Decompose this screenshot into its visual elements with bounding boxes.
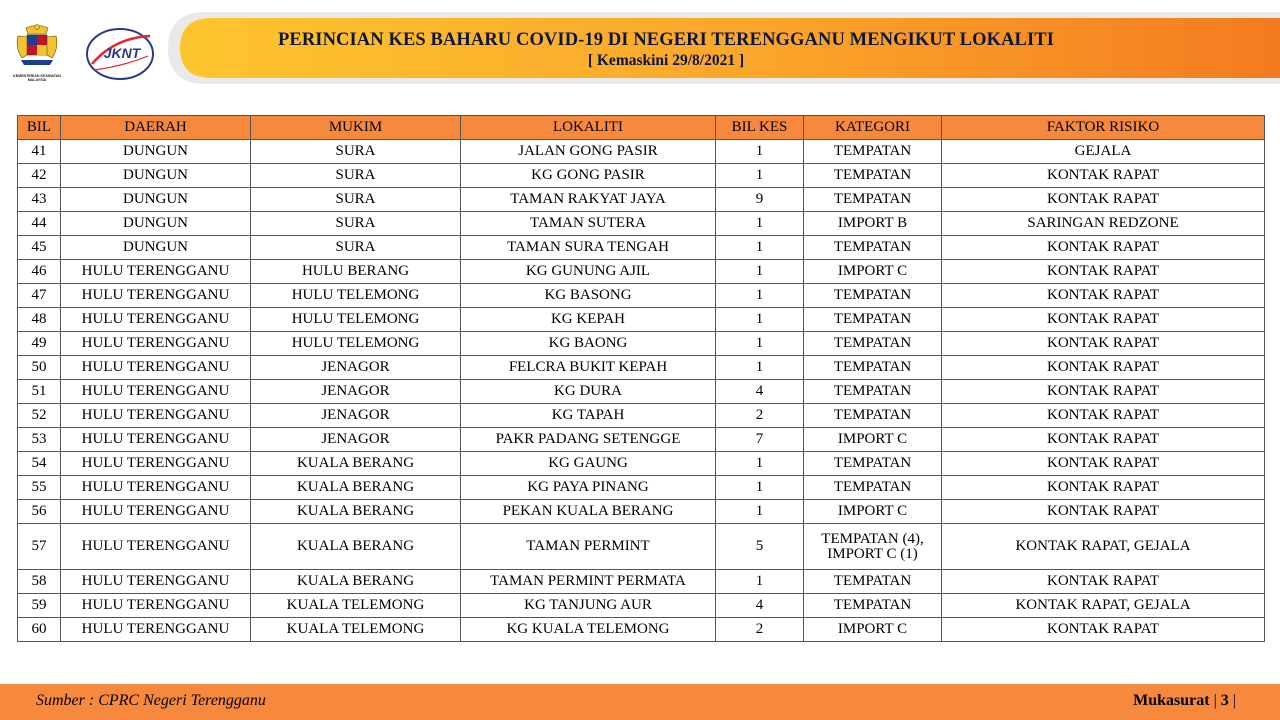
header-logos (12, 20, 162, 90)
cell-bil: 59 (18, 594, 61, 618)
cell-mukim: KUALA TELEMONG (251, 618, 461, 642)
cell-bil: 56 (18, 500, 61, 524)
cell-bil-kes: 5 (716, 524, 804, 570)
cell-lokaliti: KG GUNUNG AJIL (461, 260, 716, 284)
table-row (18, 140, 1265, 164)
cell-faktor-risiko: KONTAK RAPAT (942, 570, 1265, 594)
cell-kategori: IMPORT C (804, 500, 942, 524)
table-row (18, 500, 1265, 524)
source-note: Sumber : CPRC Negeri Terengganu (36, 692, 266, 709)
cell-faktor-risiko: KONTAK RAPAT (942, 618, 1265, 642)
cell-bil: 45 (18, 236, 61, 260)
cell-kategori: IMPORT B (804, 212, 942, 236)
moh-crest-logo (12, 22, 72, 88)
cell-kategori: IMPORT C (804, 428, 942, 452)
cell-kategori: TEMPATAN (804, 188, 942, 212)
cell-lokaliti: KG TAPAH (461, 404, 716, 428)
cell-bil-kes: 4 (716, 380, 804, 404)
cell-bil: 51 (18, 380, 61, 404)
col-header-mukim: MUKIM (251, 116, 461, 140)
cell-lokaliti: TAMAN RAKYAT JAYA (461, 188, 716, 212)
cell-daerah: HULU TERENGGANU (61, 284, 251, 308)
cell-faktor-risiko: KONTAK RAPAT (942, 308, 1265, 332)
table-row (18, 356, 1265, 380)
footer-bar (0, 684, 1280, 720)
cell-kategori: TEMPATAN (804, 332, 942, 356)
cell-bil-kes: 4 (716, 594, 804, 618)
cell-bil-kes: 9 (716, 188, 804, 212)
jknt-logo (84, 26, 160, 82)
cell-bil: 50 (18, 356, 61, 380)
cell-bil: 44 (18, 212, 61, 236)
cell-lokaliti: KG DURA (461, 380, 716, 404)
table-row (18, 212, 1265, 236)
table-row (18, 332, 1265, 356)
cell-bil: 60 (18, 618, 61, 642)
cell-kategori: TEMPATAN (804, 356, 942, 380)
cell-faktor-risiko: KONTAK RAPAT (942, 236, 1265, 260)
cell-faktor-risiko: KONTAK RAPAT (942, 356, 1265, 380)
table-body (18, 140, 1265, 642)
cell-bil: 49 (18, 332, 61, 356)
cell-bil-kes: 7 (716, 428, 804, 452)
cell-daerah: HULU TERENGGANU (61, 452, 251, 476)
table-row (18, 308, 1265, 332)
table-row (18, 428, 1265, 452)
cell-bil-kes: 1 (716, 332, 804, 356)
cell-bil-kes: 1 (716, 260, 804, 284)
cell-daerah: DUNGUN (61, 140, 251, 164)
cell-lokaliti: KG PAYA PINANG (461, 476, 716, 500)
table-row (18, 476, 1265, 500)
cell-daerah: DUNGUN (61, 236, 251, 260)
cell-faktor-risiko: KONTAK RAPAT (942, 260, 1265, 284)
cell-lokaliti: PAKR PADANG SETENGGE (461, 428, 716, 452)
cell-mukim: KUALA BERANG (251, 476, 461, 500)
table-row (18, 594, 1265, 618)
cell-lokaliti: TAMAN SURA TENGAH (461, 236, 716, 260)
cell-daerah: DUNGUN (61, 212, 251, 236)
cell-bil: 48 (18, 308, 61, 332)
cell-bil-kes: 1 (716, 212, 804, 236)
cell-bil-kes: 1 (716, 140, 804, 164)
cell-lokaliti: KG KEPAH (461, 308, 716, 332)
cell-faktor-risiko: GEJALA (942, 140, 1265, 164)
cell-mukim: KUALA TELEMONG (251, 594, 461, 618)
cell-faktor-risiko: KONTAK RAPAT (942, 380, 1265, 404)
page-indicator (1133, 692, 1236, 710)
cell-daerah: HULU TERENGGANU (61, 524, 251, 570)
cell-bil: 41 (18, 140, 61, 164)
cell-bil: 43 (18, 188, 61, 212)
cell-kategori: TEMPATAN (804, 452, 942, 476)
cell-daerah: DUNGUN (61, 188, 251, 212)
cell-lokaliti: TAMAN PERMINT (461, 524, 716, 570)
jknt-logo-text: JKNT (103, 45, 141, 61)
cell-faktor-risiko: KONTAK RAPAT (942, 332, 1265, 356)
page-separator: | (1213, 692, 1217, 709)
page-number: 3 (1220, 692, 1229, 709)
page-title: PERINCIAN KES BAHARU COVID-19 DI NEGERI TERENGGANU MENGIKUT LOKALITI (277, 30, 1055, 50)
cell-mukim: KUALA BERANG (251, 570, 461, 594)
cell-lokaliti: PEKAN KUALA BERANG (461, 500, 716, 524)
cell-mukim: SURA (251, 140, 461, 164)
cell-faktor-risiko: SARINGAN REDZONE (942, 212, 1265, 236)
cell-kategori: TEMPATAN (804, 404, 942, 428)
cell-daerah: HULU TERENGGANU (61, 500, 251, 524)
cell-lokaliti: TAMAN PERMINT PERMATA (461, 570, 716, 594)
col-header-lokaliti: LOKALITI (461, 116, 716, 140)
cell-mukim: HULU TELEMONG (251, 284, 461, 308)
cell-kategori: TEMPATAN (804, 380, 942, 404)
cell-lokaliti: KG KUALA TELEMONG (461, 618, 716, 642)
table-row (18, 618, 1265, 642)
jknt-emblem-icon (84, 26, 160, 82)
cell-bil-kes: 1 (716, 500, 804, 524)
page-label: Mukasurat (1133, 692, 1210, 709)
cell-faktor-risiko: KONTAK RAPAT (942, 428, 1265, 452)
crest-icon (12, 22, 62, 72)
cell-faktor-risiko: KONTAK RAPAT (942, 476, 1265, 500)
cell-bil: 42 (18, 164, 61, 188)
cell-kategori: IMPORT C (804, 260, 942, 284)
cell-bil-kes: 1 (716, 452, 804, 476)
cell-lokaliti: JALAN GONG PASIR (461, 140, 716, 164)
col-header-kategori: KATEGORI (804, 116, 942, 140)
cell-mukim: SURA (251, 236, 461, 260)
cell-daerah: HULU TERENGGANU (61, 476, 251, 500)
cell-daerah: HULU TERENGGANU (61, 404, 251, 428)
cell-lokaliti: KG BAONG (461, 332, 716, 356)
cell-kategori: TEMPATAN (804, 164, 942, 188)
cell-bil: 54 (18, 452, 61, 476)
cell-kategori: TEMPATAN (804, 140, 942, 164)
cell-mukim: JENAGOR (251, 380, 461, 404)
cell-lokaliti: KG GAUNG (461, 452, 716, 476)
table-row (18, 404, 1265, 428)
table-row (18, 380, 1265, 404)
cell-lokaliti: KG GONG PASIR (461, 164, 716, 188)
cell-bil: 46 (18, 260, 61, 284)
cell-faktor-risiko: KONTAK RAPAT (942, 404, 1265, 428)
cell-bil: 47 (18, 284, 61, 308)
cell-bil-kes: 1 (716, 308, 804, 332)
table-row (18, 164, 1265, 188)
cell-kategori: TEMPATAN (804, 570, 942, 594)
cell-kategori: TEMPATAN (804, 284, 942, 308)
table-row (18, 570, 1265, 594)
cell-lokaliti: TAMAN SUTERA (461, 212, 716, 236)
cell-faktor-risiko: KONTAK RAPAT, GEJALA (942, 594, 1265, 618)
cell-bil-kes: 1 (716, 356, 804, 380)
cell-daerah: HULU TERENGGANU (61, 308, 251, 332)
cell-mukim: SURA (251, 164, 461, 188)
cell-mukim: JENAGOR (251, 428, 461, 452)
col-header-bil: BIL (18, 116, 61, 140)
table-row (18, 524, 1265, 570)
cell-faktor-risiko: KONTAK RAPAT, GEJALA (942, 524, 1265, 570)
cell-daerah: HULU TERENGGANU (61, 594, 251, 618)
col-header-faktor-risiko: FAKTOR RISIKO (942, 116, 1265, 140)
cell-faktor-risiko: KONTAK RAPAT (942, 164, 1265, 188)
moh-caption: KEMENTERIAN KESIHATAN MALAYSIA (13, 74, 61, 83)
cell-mukim: JENAGOR (251, 356, 461, 380)
cell-mukim: HULU TELEMONG (251, 308, 461, 332)
cell-faktor-risiko: KONTAK RAPAT (942, 188, 1265, 212)
cell-kategori: IMPORT C (804, 618, 942, 642)
cell-bil: 55 (18, 476, 61, 500)
cell-mukim: SURA (251, 188, 461, 212)
cell-lokaliti: FELCRA BUKIT KEPAH (461, 356, 716, 380)
cell-daerah: HULU TERENGGANU (61, 356, 251, 380)
cell-bil-kes: 1 (716, 476, 804, 500)
col-header-bil-kes: BIL KES (716, 116, 804, 140)
cell-bil-kes: 1 (716, 164, 804, 188)
page-separator-end: | (1232, 692, 1236, 709)
cell-faktor-risiko: KONTAK RAPAT (942, 452, 1265, 476)
cell-daerah: HULU TERENGGANU (61, 570, 251, 594)
cell-mukim: JENAGOR (251, 404, 461, 428)
cell-bil-kes: 2 (716, 404, 804, 428)
cell-bil-kes: 1 (716, 570, 804, 594)
cell-faktor-risiko: KONTAK RAPAT (942, 500, 1265, 524)
table-row (18, 236, 1265, 260)
cell-mukim: KUALA BERANG (251, 500, 461, 524)
update-date: [ Kemaskini 29/8/2021 ] (587, 52, 745, 69)
cell-faktor-risiko: KONTAK RAPAT (942, 284, 1265, 308)
table-row (18, 260, 1265, 284)
cell-kategori: TEMPATAN (804, 476, 942, 500)
cell-daerah: HULU TERENGGANU (61, 618, 251, 642)
table-row (18, 452, 1265, 476)
cell-daerah: HULU TERENGGANU (61, 260, 251, 284)
cell-daerah: HULU TERENGGANU (61, 332, 251, 356)
cell-bil: 52 (18, 404, 61, 428)
cell-mukim: HULU TELEMONG (251, 332, 461, 356)
cell-daerah: DUNGUN (61, 164, 251, 188)
cell-daerah: HULU TERENGGANU (61, 428, 251, 452)
cell-mukim: KUALA BERANG (251, 524, 461, 570)
table-row (18, 188, 1265, 212)
cell-mukim: HULU BERANG (251, 260, 461, 284)
cell-bil-kes: 2 (716, 618, 804, 642)
cell-bil: 57 (18, 524, 61, 570)
cell-bil-kes: 1 (716, 284, 804, 308)
cell-lokaliti: KG TANJUNG AUR (461, 594, 716, 618)
cell-kategori: TEMPATAN (804, 594, 942, 618)
cell-bil-kes: 1 (716, 236, 804, 260)
cell-mukim: SURA (251, 212, 461, 236)
cell-lokaliti: KG BASONG (461, 284, 716, 308)
cell-kategori: TEMPATAN (804, 236, 942, 260)
table-row (18, 284, 1265, 308)
cell-kategori: TEMPATAN (804, 308, 942, 332)
cell-daerah: HULU TERENGGANU (61, 380, 251, 404)
cell-bil: 53 (18, 428, 61, 452)
cell-kategori: TEMPATAN (4), IMPORT C (1) (804, 524, 942, 570)
cell-mukim: KUALA BERANG (251, 452, 461, 476)
case-table (17, 115, 1265, 642)
col-header-daerah: DAERAH (61, 116, 251, 140)
cell-bil: 58 (18, 570, 61, 594)
table-header-row (18, 116, 1265, 140)
